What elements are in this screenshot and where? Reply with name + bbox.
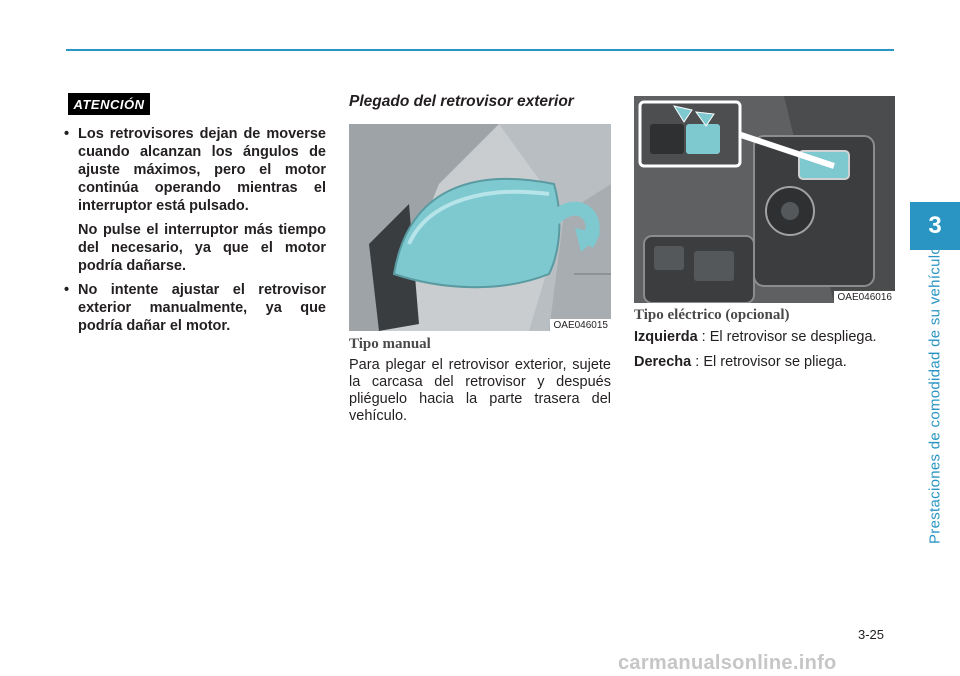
manual-type-text: Para plegar el retrovisor exterior, sujete la carcasa del retrovisor y después pliéguelo hacia la parte trasera del vehículo. bbox=[349, 357, 611, 424]
figure-code: OAE046016 bbox=[834, 291, 896, 303]
electric-switch-figure bbox=[634, 96, 895, 303]
section-title: Plegado del retrovisor exterior bbox=[349, 93, 574, 110]
left-instruction bbox=[634, 329, 896, 346]
bullet-text: • No intente ajustar el retrovisor exterior manualmente, ya que podría dañar el motor. bbox=[78, 282, 326, 334]
watermark: carmanualsonline.info bbox=[618, 652, 837, 674]
electric-type-title: Tipo eléctrico (opcional) bbox=[634, 307, 790, 323]
attention-badge: ATENCIÓN bbox=[68, 93, 150, 115]
manual-type-title: Tipo manual bbox=[349, 336, 431, 352]
list-item bbox=[64, 281, 326, 335]
chapter-number: 3 bbox=[928, 212, 942, 239]
manual-mirror-figure bbox=[349, 124, 611, 331]
right-label: Derecha bbox=[634, 354, 692, 370]
right-text: : El retrovisor se pliega. bbox=[691, 354, 847, 370]
attention-list bbox=[64, 125, 326, 341]
left-label: Izquierda bbox=[634, 329, 698, 345]
door-switch-illustration bbox=[634, 96, 895, 303]
list-item bbox=[64, 125, 326, 275]
chapter-title: Prestaciones de comodidad de su vehículo bbox=[926, 245, 944, 545]
manual-mirror-illustration bbox=[349, 124, 611, 331]
top-rule bbox=[66, 49, 894, 51]
bullet-extra: No pulse el interruptor más tiempo del necesario, ya que el motor podría dañarse. bbox=[78, 222, 326, 274]
page-number: 3-25 bbox=[858, 627, 885, 642]
electric-type-body bbox=[634, 329, 896, 379]
bullet-text: • Los retrovisores dejan de moverse cuando alcanzan los ángulos de ajuste máximos, pero el motor continúa operando mientras el interruptor está pulsado. bbox=[78, 126, 326, 214]
left-text: : El retrovisor se despliega. bbox=[697, 329, 877, 345]
right-instruction bbox=[634, 354, 896, 371]
figure-code: OAE046015 bbox=[550, 319, 612, 331]
chapter-tab bbox=[910, 202, 960, 250]
